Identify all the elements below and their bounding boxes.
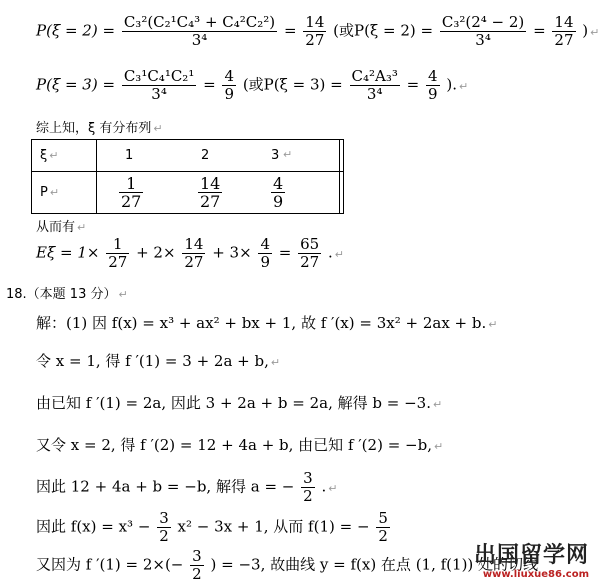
edit-mark-icon: ↵ — [590, 25, 599, 39]
fraction: $\frac{65}{27}$ — [300, 235, 320, 271]
edit-mark-icon: ↵ — [49, 149, 59, 162]
summary-text: 综上知，ξ 有分布列 ↵ — [36, 121, 163, 136]
hence-text: 从而有 ↵ — [36, 220, 87, 235]
fraction: $\frac{14}{27}$ — [184, 235, 204, 271]
probability-row — [97, 173, 339, 213]
solution-line: 令 x = 1, 得 f ′(1) = 3 + 2a + b, ↵ — [36, 352, 281, 370]
edit-mark-icon: ↵ — [49, 186, 60, 199]
table-cell — [97, 172, 340, 214]
fraction: $\frac{14}{27}$ — [554, 13, 574, 49]
edit-mark-icon: ↵ — [270, 356, 281, 369]
fraction: $\frac{4}{9}$ — [428, 67, 438, 103]
solution-line: 因此 12 + 4a + b = −b, 解得 a = − $\frac{3}{2}$ . ↵ — [36, 469, 338, 505]
fraction: $\frac{4}{9}$ — [224, 67, 235, 103]
table-cell — [340, 140, 344, 172]
fraction: $\frac{5}{2}$ — [378, 509, 388, 545]
formula-p-xi-3: P(ξ = 3) = $\frac{\text{C₃¹C₄¹C₂¹}}{\text{3⁴}}$ = $\frac{4}{9}$ (或P(ξ = 3) = $\frac{\text{C₄²A₃³}}{\text{3⁴}}$ = $\frac{4}{9}$ ). ↵ — [36, 67, 469, 103]
edit-mark-icon: ↵ — [153, 122, 163, 135]
solution-line: 由已知 f ′(1) = 2a, 因此 3 + 2a + b = 2a, 解得 b = −3. ↵ — [36, 394, 443, 412]
fraction: $\frac{4}{9}$ — [273, 173, 284, 211]
solution-line: 又令 x = 2, 得 f ′(2) = 12 + 4a + b, 由已知 f ′(2) = −b, ↵ — [36, 436, 444, 454]
solution-line: 又因为 f ′(1) = 2×(− $\frac{3}{2}$ ) = −3, 故曲线 y = f(x) 在点 (1, f(1)) 处的切线 — [36, 547, 539, 583]
alt-formula-open: (或P(ξ = 3) = — [242, 75, 343, 94]
formula-lhs: P(ξ = 2) = — [36, 21, 116, 40]
fraction: $\frac{1}{27}$ — [121, 173, 142, 211]
fraction: $\frac{\text{C₃²(2⁴ − 2)}}{\text{3⁴}}$ — [441, 13, 525, 49]
fraction: $\frac{\text{C₄²A₃³}}{\text{3⁴}}$ — [351, 67, 398, 103]
fraction: $\frac{14}{27}$ — [200, 173, 221, 211]
edit-mark-icon: ↵ — [432, 398, 443, 411]
formula-p-xi-2: P(ξ = 2) = $\frac{\text{C₃²(C₂¹C₄³ + C₄²C₂²)}}{\text{3⁴}}$ = $\frac{14}{27}$ (或P(ξ = 2) = $\frac{\text{C₃²(2⁴ − 2)}}{\text{3⁴}}$ = $\frac{14}{27}$ ) ↵ — [36, 13, 599, 49]
value-row: 1 2 3 ↵ — [125, 147, 293, 163]
site-watermark — [474, 538, 589, 580]
table-cell: P ↵ — [32, 172, 97, 214]
watermark-title: 出国留学网 — [473, 543, 589, 568]
formula-lhs: P(ξ = 3) = — [36, 75, 116, 94]
expectation-formula: Eξ = 1× $\frac{1}{27}$ + 2× $\frac{14}{27}$ + 3× $\frac{4}{9}$ = $\frac{65}{27}$ . ↵ — [36, 235, 344, 271]
table-cell — [97, 140, 340, 172]
solution-line: 解：(1) 因 f(x) = x³ + ax² + bx + 1, 故 f ′(x) = 3x² + 2ax + b. ↵ — [36, 314, 498, 332]
fraction: $\frac{4}{9}$ — [260, 235, 270, 271]
edit-mark-icon: ↵ — [328, 481, 338, 495]
fraction: $\frac{\text{C₃¹C₄¹C₂¹}}{\text{3⁴}}$ — [123, 67, 195, 103]
edit-mark-icon: ↵ — [334, 247, 344, 261]
table-cell: ξ ↵ — [32, 140, 97, 172]
edit-mark-icon: ↵ — [458, 79, 469, 93]
edit-mark-icon: ↵ — [283, 147, 293, 161]
fraction: $\frac{3}{2}$ — [192, 547, 202, 583]
edit-mark-icon: ↵ — [488, 318, 498, 331]
fraction: $\frac{14}{27}$ — [305, 13, 325, 49]
fraction: $\frac{3}{2}$ — [303, 469, 313, 505]
distribution-table — [31, 139, 344, 214]
watermark-url: www.liuxue86.com — [482, 569, 589, 580]
edit-mark-icon: ↵ — [118, 288, 128, 301]
alt-formula-open: (或P(ξ = 2) = — [333, 21, 434, 40]
edit-mark-icon: ↵ — [433, 440, 444, 453]
question-18-heading: 18.（本题 13 分） ↵ — [6, 287, 128, 302]
table-row — [32, 172, 344, 214]
table-row — [32, 140, 344, 172]
fraction: $\frac{1}{27}$ — [108, 235, 128, 271]
fraction: $\frac{3}{2}$ — [159, 509, 169, 545]
fraction: $\frac{\text{C₃²(C₂¹C₄³ + C₄²C₂²)}}{\text{3⁴}}$ — [123, 13, 276, 49]
solution-line: 因此 f(x) = x³ − $\frac{3}{2}$ x² − 3x + 1, 从而 f(1) = − $\frac{5}{2}$ — [36, 509, 388, 545]
table-cell — [340, 172, 344, 214]
edit-mark-icon: ↵ — [77, 221, 87, 234]
